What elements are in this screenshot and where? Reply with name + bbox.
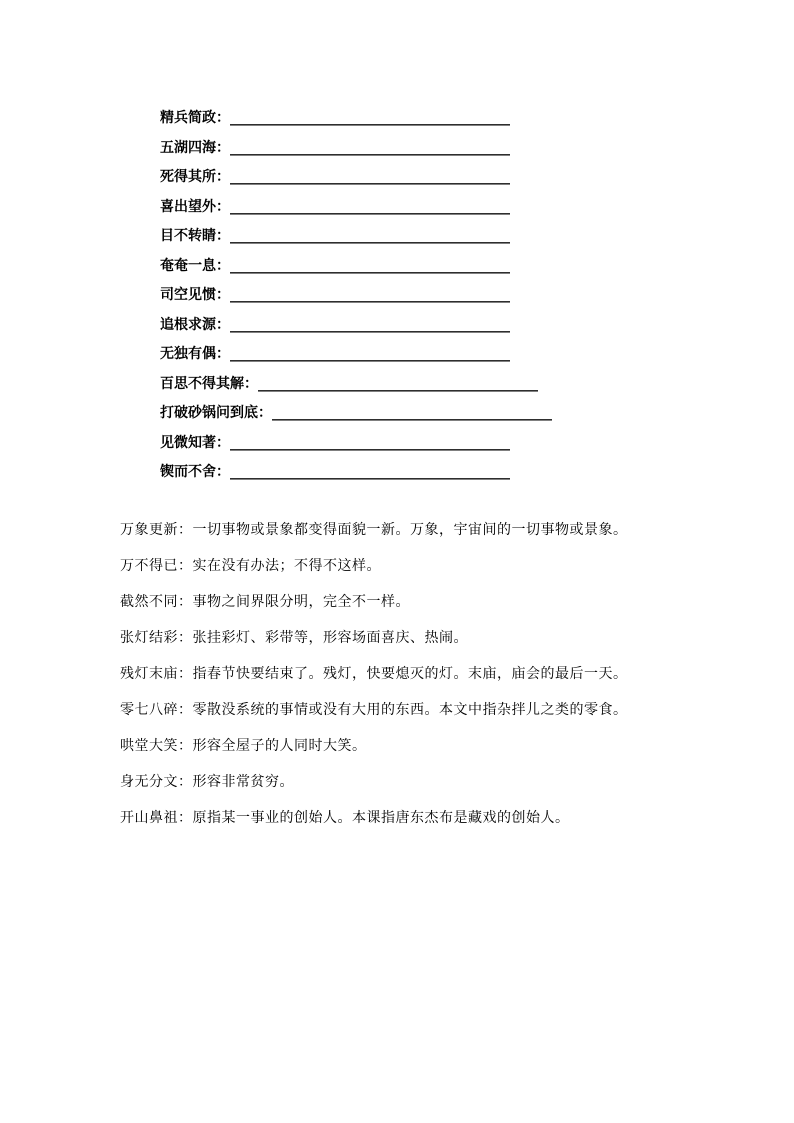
exercise-line — [160, 429, 760, 459]
exercise-line — [160, 340, 760, 370]
exercise-line — [160, 399, 760, 429]
exercise-term: 精兵简政： — [160, 110, 230, 126]
definition-paragraph: 零七八碎：零散没系统的事情或没有大用的东西。本文中指杂拌儿之类的零食。 — [120, 702, 628, 718]
exercise-line — [160, 311, 760, 341]
definition-paragraph: 万象更新：一切事物或景象都变得面貌一新。万象，宇宙间的一切事物或景象。 — [120, 522, 628, 538]
exercise-line — [160, 104, 760, 134]
answer-blank: ________________________________________ — [230, 316, 510, 333]
exercise-term: 追根求源： — [160, 316, 230, 333]
exercise-term: 锲而不舍： — [160, 464, 230, 480]
answer-blank: ________________________________________ — [230, 346, 510, 362]
answer-blank: ________________________________________ — [230, 169, 510, 185]
exercise-term: 百思不得其解： — [160, 375, 258, 392]
exercise-line — [160, 193, 760, 223]
idiom-definitions — [120, 512, 680, 836]
answer-blank: ________________________________________ — [230, 464, 510, 480]
exercise-term: 打破砂锅问到底： — [160, 405, 272, 421]
exercise-term: 目不转睛： — [160, 228, 230, 244]
exercise-line — [160, 281, 760, 311]
idiom-exercise-list — [160, 104, 760, 488]
definition-paragraph: 残灯末庙：指春节快要结束了。残灯，快要熄灭的灯。末庙，庙会的最后一天。 — [120, 666, 628, 682]
exercise-line — [160, 134, 760, 164]
answer-blank: ________________________________________ — [258, 375, 538, 392]
exercise-line — [160, 222, 760, 252]
exercise-term: 无独有偶： — [160, 346, 230, 362]
exercise-term: 死得其所： — [160, 169, 230, 185]
definition-paragraph: 万不得已：实在没有办法；不得不这样。 — [120, 558, 381, 574]
definition-paragraph: 身无分文：形容非常贫穷。 — [120, 774, 294, 790]
answer-blank: ________________________________________ — [230, 110, 510, 126]
definition-paragraph: 开山鼻祖：原指某一事业的创始人。本课指唐东杰布是藏戏的创始人。 — [120, 810, 570, 826]
exercise-line — [160, 252, 760, 282]
definition-paragraph: 截然不同：事物之间界限分明，完全不一样。 — [120, 594, 410, 610]
definition-paragraph: 张灯结彩：张挂彩灯、彩带等，形容场面喜庆、热闹。 — [120, 630, 468, 646]
answer-blank: ________________________________________ — [230, 139, 510, 156]
exercise-term: 司空见惯： — [160, 287, 230, 303]
answer-blank: ________________________________________ — [230, 287, 510, 303]
exercise-term: 见微知著： — [160, 434, 230, 451]
exercise-term: 五湖四海： — [160, 139, 230, 156]
exercise-line — [160, 163, 760, 193]
answer-blank: ________________________________________ — [230, 198, 510, 215]
answer-blank: ________________________________________ — [230, 257, 510, 274]
exercise-term: 奄奄一息： — [160, 257, 230, 274]
definition-paragraph: 哄堂大笑：形容全屋子的人同时大笑。 — [120, 738, 367, 754]
answer-blank: ________________________________________ — [272, 405, 552, 421]
exercise-line — [160, 370, 760, 400]
exercise-line — [160, 458, 760, 488]
answer-blank: ________________________________________ — [230, 228, 510, 244]
exercise-term: 喜出望外： — [160, 198, 230, 215]
answer-blank: ________________________________________ — [230, 434, 510, 451]
